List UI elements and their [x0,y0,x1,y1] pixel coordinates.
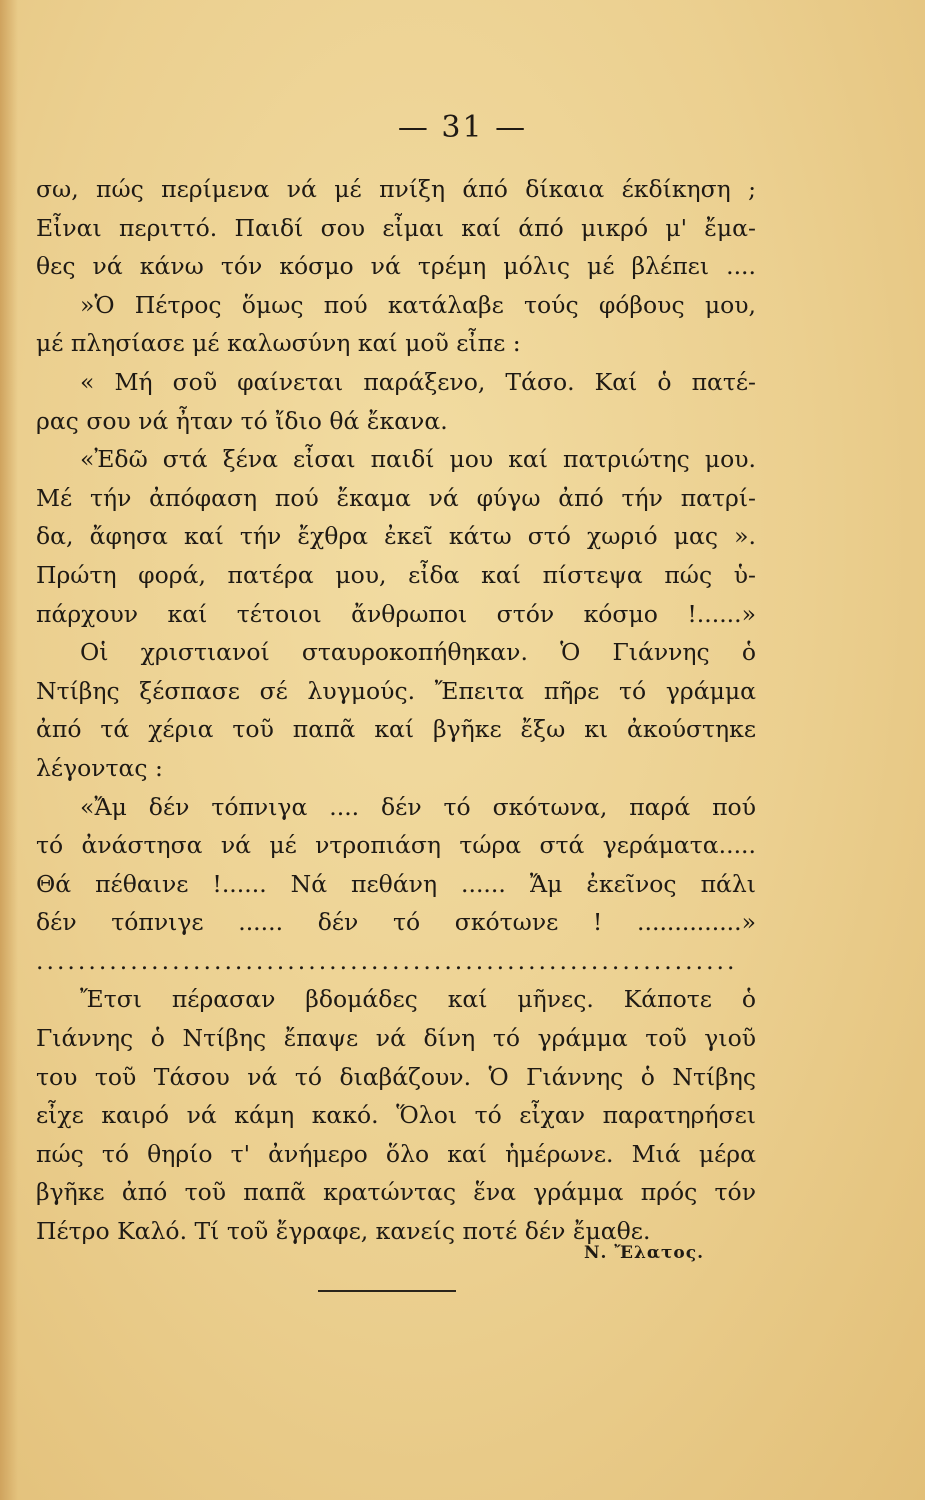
text-line: λέγοντας : [36,753,163,782]
text-line: Θά πέθαινε !...... Νά πεθάνη ...... Ἄμ ἐκεῖνος πάλι [36,869,756,898]
page-edge-shadow [0,0,18,1500]
page-number: — 31 — [397,110,528,145]
text-line: ρας σου νά ἦταν τό ἴδιο θά ἔκανα. [36,406,448,435]
author-signature: Ν. Ἔλατος. [584,1243,705,1263]
dotted-separator: ................................................................... [36,946,738,975]
text-line: του τοῦ Τάσου νά τό διαβάζουν. Ὁ Γιάννης ὁ Ντίβης [36,1062,756,1091]
text-line: Γιάννης ὁ Ντίβης ἔπαψε νά δίνη τό γράμμα τοῦ γιοῦ [36,1024,756,1053]
text-line: δα, ἄφησα καί τήν ἔχθρα ἐκεῖ κάτω στό χωριό μας ». [36,522,756,551]
text-line: τό ἀνάστησα νά μέ ντροπιάση τώρα στά γεράματα..... [36,831,756,860]
text-line: Εἶναι περιττό. Παιδί σου εἶμαι καί άπό μικρό μ' ἔμα- [36,213,756,242]
text-line: «Ἄμ δέν τόπνιγα .... δέν τό σκότωνα, παρά πού [80,792,756,821]
text-line: σω, πώς περίμενα νά μέ πνίξη άπό δίκαια έκδίκηση ; [36,175,756,203]
text-line: Μέ τήν ἀπόφαση πού ἔκαμα νά φύγω ἀπό τήν πατρί- [36,483,756,512]
body-text [36,170,756,1251]
text-line: θες νά κάνω τόν κόσμο νά τρέμη μόλις μέ βλέπει .... [36,252,756,281]
text-line: μέ πλησίασε μέ καλωσύνη καί μοῦ εἶπε : [36,329,521,358]
text-line: πώς τό θηρίο τ' ἀνήμερο ὅλο καί ἡμέρωνε. Μιά μέρα [36,1139,756,1168]
text-line: πάρχουν καί τέτοιοι ἄνθρωποι στόν κόσμο !......» [36,599,756,628]
text-line: βγῆκε ἀπό τοῦ παπᾶ κρατώντας ἕνα γράμμα πρός τόν [36,1178,756,1207]
text-line: δέν τόπνιγε ...... δέν τό σκότωνε ! ..............» [36,908,756,937]
text-line: Πέτρο Καλό. Τί τοῦ ἔγραφε, κανείς ποτέ δέν ἔμαθε. [36,1217,651,1246]
text-line: Πρώτη φορά, πατέρα μου, εἶδα καί πίστεψα πώς ὑ- [36,560,756,589]
text-line: »Ὁ Πέτρος ὅμως πού κατάλαβε τούς φόβους μου, [80,290,756,319]
closing-rule [318,1290,456,1292]
text-line: Ἔτσι πέρασαν βδομάδες καί μῆνες. Κάποτε ὁ [80,985,756,1014]
text-line: Οἱ χριστιανοί σταυροκοπήθηκαν. Ὁ Γιάννης ὁ [80,638,756,667]
text-line: «Ἐδῶ στά ξένα εἶσαι παιδί μου καί πατριώτης μου. [80,445,756,474]
text-line: Ντίβης ξέσπασε σέ λυγμούς. Ἔπειτα πῆρε τό γράμμα [36,676,756,705]
text-line: εἶχε καιρό νά κάμη κακό. Ὅλοι τό εἶχαν παρατηρήσει [36,1101,756,1130]
text-line: ἀπό τά χέρια τοῦ παπᾶ καί βγῆκε ἔξω κι ἀκούστηκε [36,715,756,744]
text-line: « Μή σοῦ φαίνεται παράξενο, Τάσο. Καί ὁ πατέ- [80,367,756,396]
